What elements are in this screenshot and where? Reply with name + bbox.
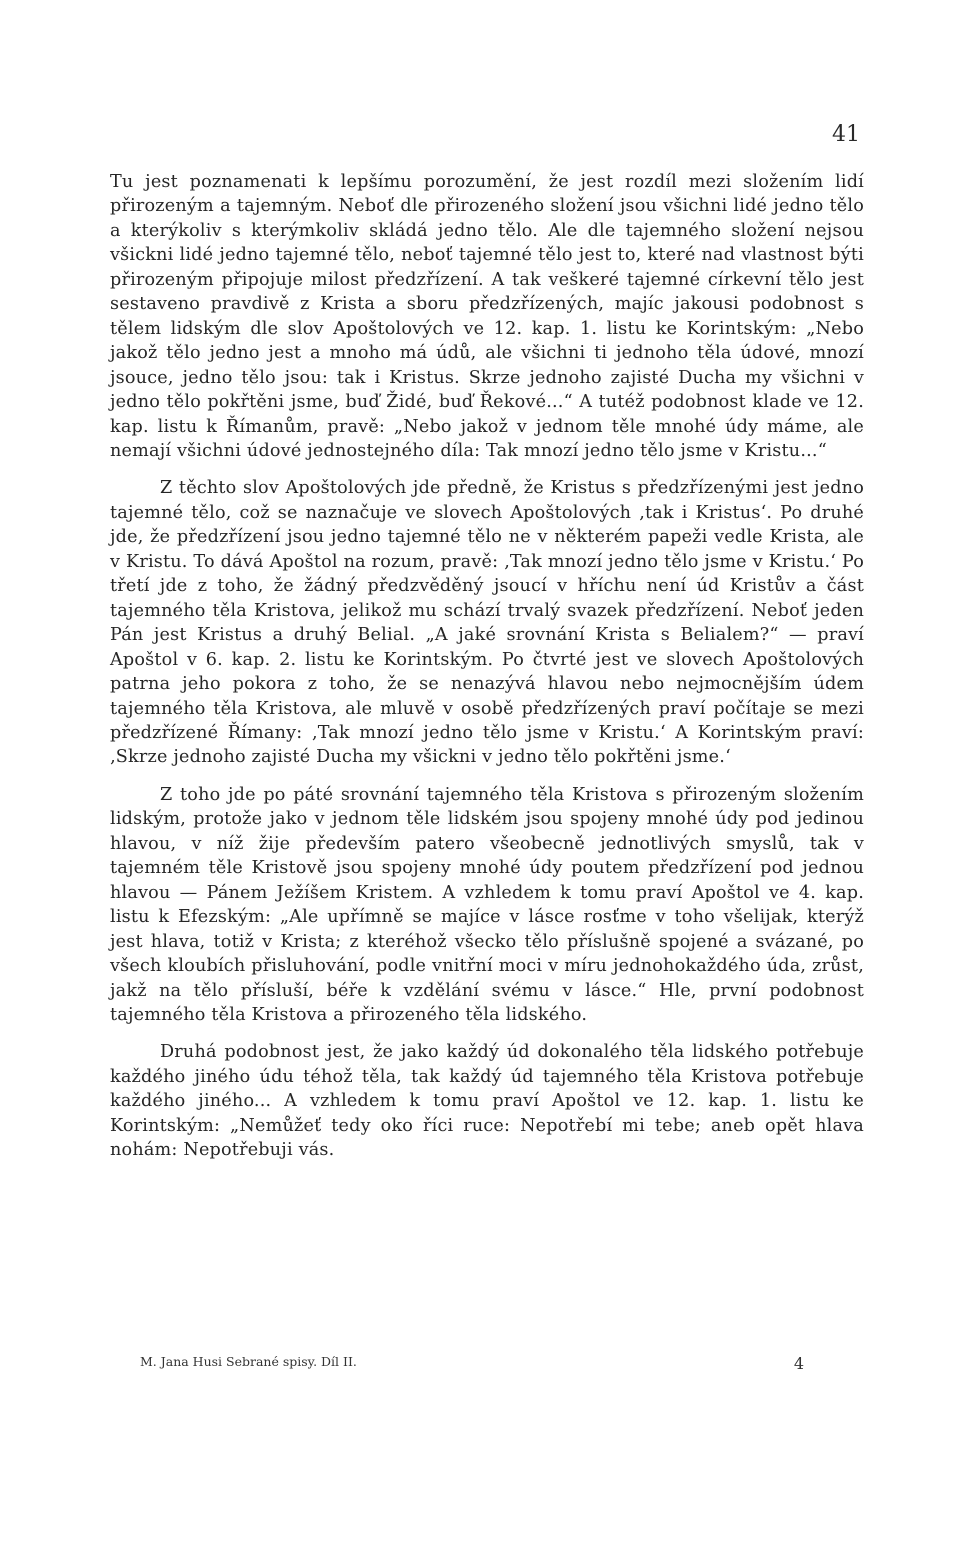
page-number: 41: [832, 122, 860, 147]
signature-mark: 4: [793, 1354, 804, 1373]
paragraph-1: Tu jest poznamenati k lepšímu porozumění, že jest rozdíl mezi složením lidí přirozeným a tajemným. Neboť dle přirozeného složení jsou všichni lidé jedno tělo a kterýkoliv s kterýmkoliv skládá jedno tělo. Ale dle tajemného složení nejsou všickni lidé jedno tajemné tělo, neboť tajemné tělo jest to, které nad vlastnost býti přirozeným připojuje milost předzřízení. A tak veškeré tajemné církevní tělo jest sestaveno pravdivě z Krista a sboru předzřízených, majíc jakousi podobnost s tělem lidským dle slov Apoštolových ve 12. kap. 1. listu ke Korintským: „Nebo jakož tělo jedno jest a mnoho má údů, ale všichni ti jednoho těla údové, mnozí jsouce, jedno tělo jsou: tak i Kristus. Skrze jednoho zajisté Ducha my všichni v jedno tělo pokřtěni jsme, buď Židé, buď Řekové...“ A tutéž podobnost klade ve 12. kap. listu k Římanům, pravě: „Nebo jakož v jednom těle mnohé údy máme, ale nemají všichni údové jednostejného díla: Tak mnozí jedno tělo jsme v Kristu...“: [110, 172, 864, 461]
body-text: [110, 170, 864, 1163]
paragraph-3: Z toho jde po páté srovnání tajemného těla Kristova s přirozeným složením lidským, protože jako v jednom těle lidském jsou spojeny mnohé údy pod jedinou hlavou, v níž žije především patero všeobecně jednotlivých smyslů, tak v tajemném těle Kristově jsou spojeny mnohé údy poutem předzřízení pod jednou hlavou — Pánem Ježíšem Kristem. A vzhledem k tomu praví Apoštol ve 4. kap. listu k Efezským: „Ale upřímně se majíce v lásce rosťme v toho všelijak, kterýž jest hlava, totiž v Krista; z kteréhož všecko tělo příslušně spojené a svázané, po všech kloubích přisluhování, podle vnitřní moci v míru jednohokaždého úda, zrůst, jakž na tělo přísluší, béře k vzdělání svému v lásce.“ Hle, první podobnost tajemného těla Kristova a přirozeného těla lidského.: [110, 784, 864, 1025]
footer-title: M. Jana Husi Sebrané spisy. Díl II.: [140, 1354, 357, 1369]
paragraph-4: Druhá podobnost jest, že jako každý úd dokonalého těla lidského potřebuje každého jiného údu téhož těla, tak každý úd tajemného těla Kristova potřebuje každého jiného... A vzhledem k tomu praví Apoštol ve 12. kap. 1. listu ke Korintským: „Nemůžeť tedy oko říci ruce: Nepotřebí mi tebe; aneb opět hlava nohám: Nepotřebuji vás.: [110, 1042, 864, 1161]
page-footer: [140, 1354, 804, 1373]
paragraph-2: Z těchto slov Apoštolových jde předně, že Kristus s předzřízenými jest jedno tajemné tělo, což se naznačuje ve slovech Apoštolových ‚tak i Kristus‘. Po druhé jde, že předzřízení jsou jedno tajemné tělo ne v některém papeži vedle Krista, ale v Kristu. To dává Apoštol na rozum, pravě: ‚Tak mnozí jedno tělo jsme v Kristu.‘ Po třetí jde z toho, že žádný předzvěděný jsoucí v hříchu není úd Kristův a část tajemného těla Kristova, jelikož mu schází trvalý svazek předzřízení. Neboť jeden Pán jest Kristus a druhý Belial. „A jaké srovnání Krista s Belialem?“ — praví Apoštol v 6. kap. 2. listu ke Korintským. Po čtvrté jest ve slovech Apoštolových patrna jeho pokora z toho, že se nenazývá hlavou nebo nejmocnějším údem tajemného těla Kristova, ale mluvě v osobě předzřízených praví počítaje se mezi předzřízené Římany: ‚Tak mnozí jedno tělo jsme v Kristu.‘ A Korintským praví: ‚Skrze jednoho zajisté Ducha my všickni v jedno tělo pokřtěni jsme.‘: [110, 478, 864, 768]
